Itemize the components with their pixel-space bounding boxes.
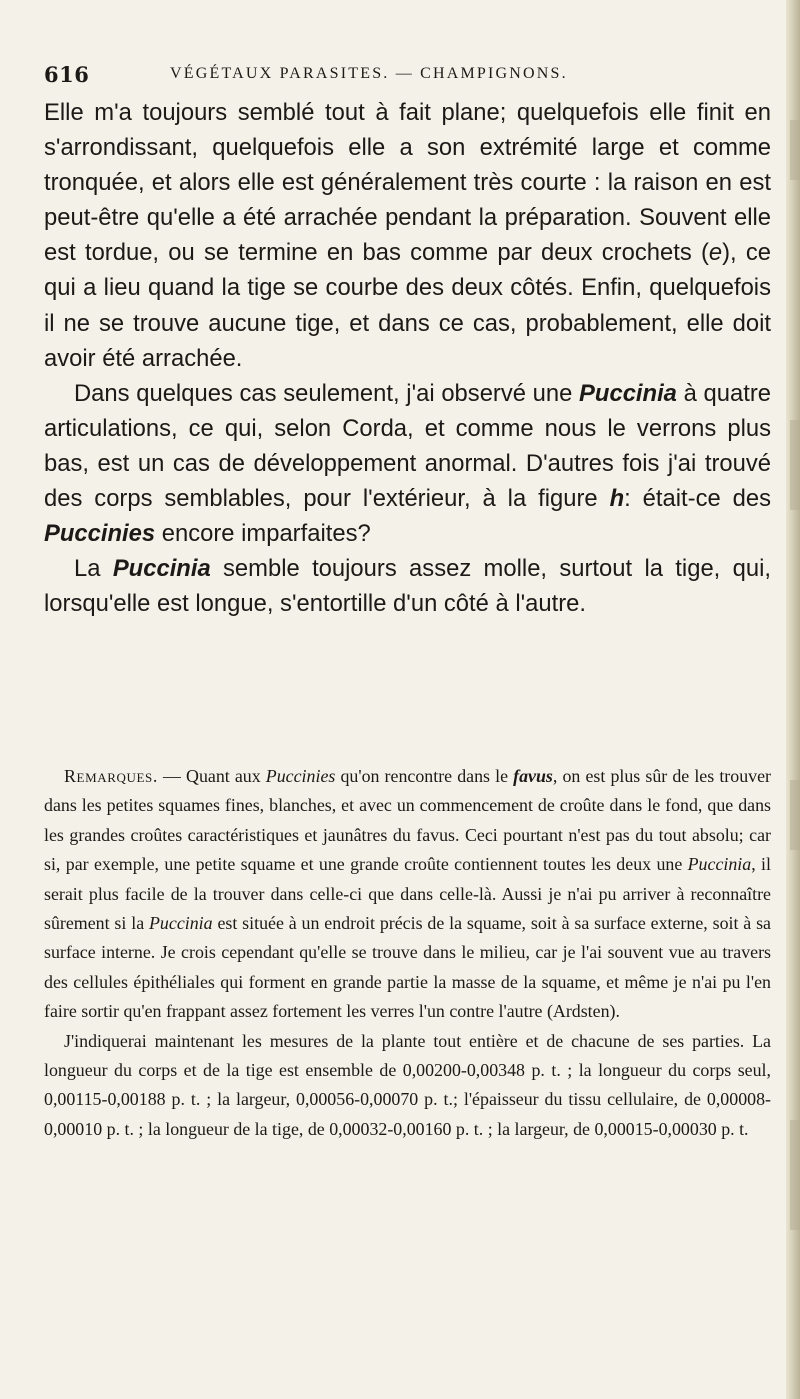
paragraph — [44, 551, 771, 621]
remarks-paragraph — [44, 762, 771, 1027]
remarks-label: Remarques. — [64, 766, 158, 786]
main-text — [44, 95, 771, 621]
paragraph-text: semble toujours assez molle, surtout la tige, qui, lorsqu'elle est longue, s'entortille d'un côté à l'autre. — [44, 555, 771, 618]
italic-term: Puccinia — [579, 379, 677, 407]
page-edge-shadow — [790, 120, 800, 180]
paragraph-text: Elle m'a toujours semblé tout à fait plane; quelquefois elle finit en s'arrondissant, quelquefois elle a son extrémité large et comme tronquée, et alors elle est généralement très courte : la raison en est peut-être qu'elle a été arrachée pendant la préparation. Souvent elle est tordue, ou se termine en bas comme par deux crochets ( — [44, 99, 771, 267]
paragraph-text: à quatre articulations, ce qui, selon Corda, et comme nous le verrons plus bas, est un cas de développement anormal. D'autres fois j'ai trouvé des corps semblables, pour l'extérieur, à la figure — [44, 379, 771, 513]
paragraph-text: La — [74, 555, 113, 583]
page-edge-shadow — [790, 420, 800, 510]
figure-letter: e — [708, 239, 723, 267]
remarks-text: , on est plus sûr de les trouver dans les petites squames fines, blanches, et avec un commencement de croûte dans le fond, que dans les grandes croûtes caractéristiques et jaunâtres du favus. Ceci pourtant n'est pas du tout absolu; car si, par exemple, une petite squame et une grande croûte contiennent toutes les deux une — [44, 766, 771, 875]
italic-term: Puccinia — [112, 555, 211, 583]
page-edge-shadow — [790, 780, 800, 850]
remarks-text: , il serait plus facile de la trouver dans celle-ci que dans celle-là. Aussi je n'ai pu arriver à reconnaître sûrement si la — [44, 854, 771, 934]
paragraph-text: Dans quelques cas seulement, j'ai observé une — [74, 379, 580, 407]
italic-term: Puccinies — [44, 520, 156, 548]
page-edge-shadow — [790, 1120, 800, 1230]
remarks-section — [44, 762, 771, 1144]
paragraph — [44, 95, 771, 376]
paragraph — [44, 376, 771, 551]
running-head: VÉGÉTAUX PARASITES. — CHAMPIGNONS. — [170, 65, 568, 82]
remarks-text: est située à un endroit précis de la squame, soit à sa surface externe, soit à sa surface interne. Je crois cependant qu'elle se trouve dans le milieu, car je l'ai souvent vue au travers des cellules épithéliales qui forment en grande partie la masse de la squame, et même je n'ai pu l'en faire sortir qu'en frappant assez fortement les verres l'un contre l'autre (Ardsten). — [44, 913, 772, 1022]
remarks-text: — Quant aux — [157, 766, 266, 786]
italic-term: Puccinies — [265, 766, 336, 786]
figure-letter: h — [609, 485, 625, 513]
paragraph-text: : était-ce des — [624, 485, 771, 513]
paragraph-text: ), ce qui a lieu quand la tige se courbe des deux côtés. Enfin, quelquefois il ne se trouve aucune tige, et dans ce cas, probablement, elle doit avoir été arrachée. — [44, 239, 772, 372]
italic-term: Puccinia — [687, 854, 752, 875]
page-header — [44, 62, 764, 92]
italic-term: favus — [513, 766, 553, 786]
measurements-paragraph: J'indiquerai maintenant les mesures de la plante tout entière et de chacune de ses parties. La longueur du corps et de la tige est ensemble de 0,00200-0,00348 p. t. ; la longueur du corps seul, 0,00115-0,00188 p. t. ; la largeur, 0,00056-0,00070 p. t.; l'épaisseur du tissu cellulaire, de 0,00008-0,00010 p. t. ; la longueur de la tige, de 0,00032-0,00160 p. t. ; la largeur, de 0,00015-0,00030 p. t. — [44, 1030, 771, 1139]
page-edge — [786, 0, 800, 1399]
remarks-text: qu'on rencontre dans le — [335, 766, 514, 786]
paragraph-text: encore imparfaites? — [155, 520, 371, 548]
italic-term: Puccinia — [149, 913, 213, 934]
page-number: 616 — [44, 62, 90, 87]
